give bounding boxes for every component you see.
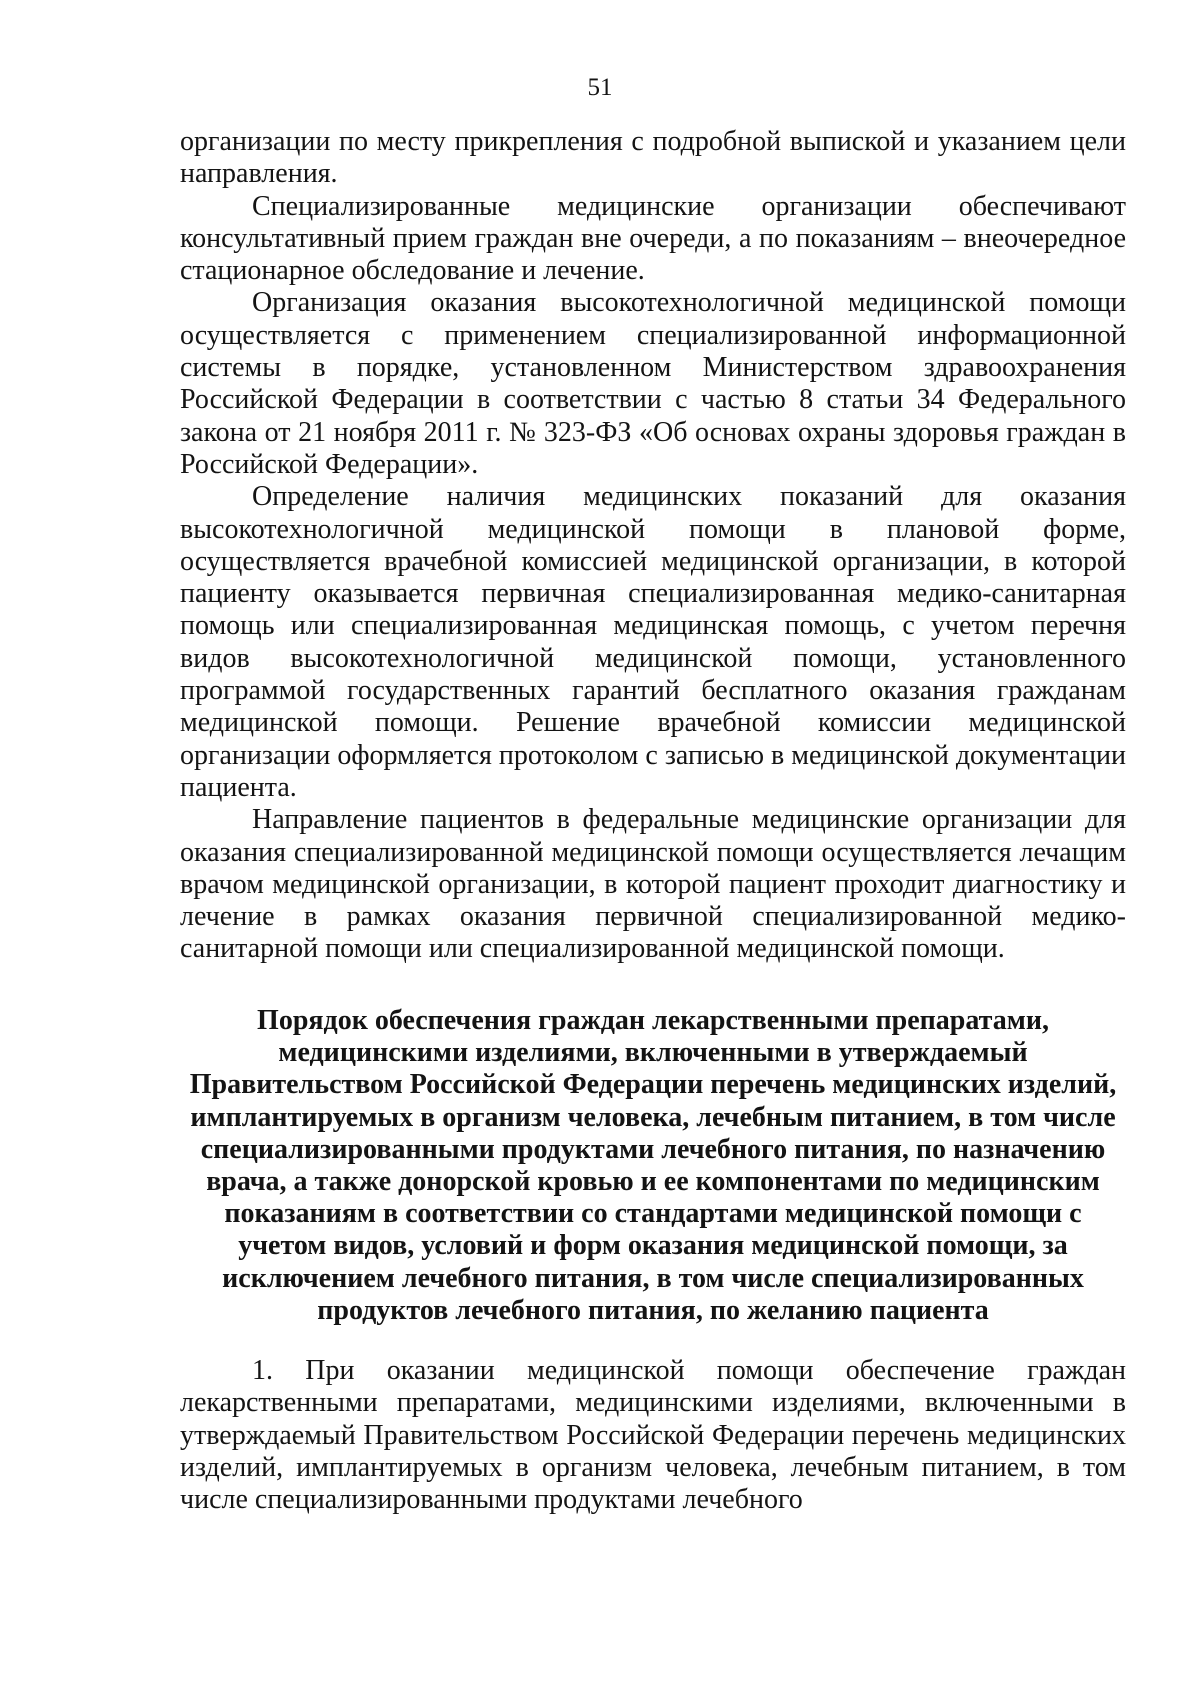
item-text: При оказании медицинской помощи обеспечение граждан лекарственными препаратами, медицинскими изделиями, включенными в утверждаемый Правительством Российской Федерации перечень медицинских изделий, имплантируемых в организм человека, лечебным питанием, в том числе специализированными продуктами лечебного [180,1355,1126,1516]
numbered-item [180,1355,1126,1516]
paragraph-continuation: организации по месту прикрепления с подробной выпиской и указанием цели направления. [180,126,1126,190]
item-number: 1. [252,1355,273,1386]
paragraph-federal-referral: Направление пациентов в федеральные медицинские организации для оказания специализированной медицинской помощи осуществляется лечащим врачом медицинской организации, в которой пациент проходит диагностику и лечение в рамках оказания первичной специализированной медико-санитарной помощи или специализированной медицинской помощи. [180,804,1126,965]
page-number: 51 [587,74,613,101]
paragraph-specialized-organizations: Специализированные медицинские организации обеспечивают консультативный прием граждан вне очереди, а по показаниям – внеочередное стационарное обследование и лечение. [180,190,1126,287]
paragraph-high-tech-care-organization: Организация оказания высокотехнологичной медицинской помощи осуществляется с применением специализированной информационной системы в порядке, установленном Министерством здравоохранения Российской Федерации в соответствии с частью 8 статьи 34 Федерального закона от 21 ноября 2011 г. № 323-ФЗ «Об основах охраны здоровья граждан в Российской Федерации». [180,287,1126,480]
paragraph-medical-indications: Определение наличия медицинских показаний для оказания высокотехнологичной медицинской помощи в плановой форме, осуществляется врачебной комиссией медицинской организации, в которой пациенту оказывается первичная специализированная медико-санитарная помощь или специализированная медицинская помощь, с учетом перечня видов высокотехнологичной медицинской помощи, установленного программой государственных гарантий бесплатного оказания гражданам медицинской помощи. Решение врачебной комиссии медицинской организации оформляется протоколом с записью в медицинской документации пациента. [180,481,1126,803]
body-text [180,126,1126,966]
section-heading: Порядок обеспечения граждан лекарственными препаратами, медицинскими изделиями, включенными в утверждаемый Правительством Российской Федерации перечень медицинских изделий, имплантируемых в организм человека, лечебным питанием, в том числе специализированными продуктами лечебного питания, по назначению врача, а также донорской кровью и ее компонентами по медицинским показаниям в соответствии со стандартами медицинской помощи с учетом видов, условий и форм оказания медицинской помощи, за исключением лечебного питания, в том числе специализированных продуктов лечебного питания, по желанию пациента [189,1005,1117,1326]
